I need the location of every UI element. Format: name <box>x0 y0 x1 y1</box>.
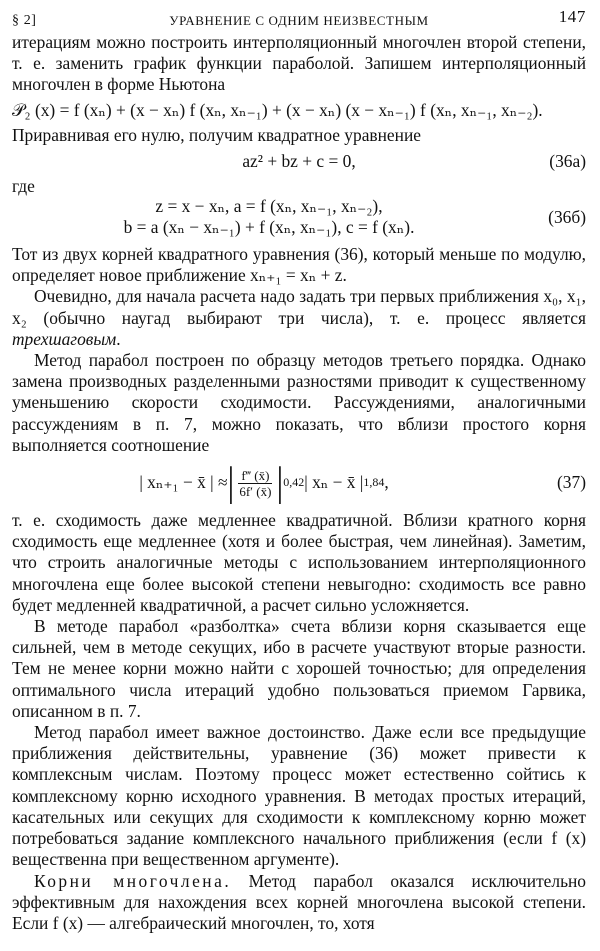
paragraph-4-text: Очевидно, для начала расчета надо задать три первых приближения x₀, x₁, x₂ (обычно наугад выбирают три числа), т. е. процесс является <box>12 286 586 328</box>
paragraph-7: В методе парабол «разболтка» счета вблизи корня сказывается еще сильней, чем в методе секущих, ибо в расчете участвуют вторые разности. Тем не менее корни можно найти с хорошей точностью; для определения оптимального числа итераций удобно пользоваться приемом Гарвика, описанном в п. 7. <box>12 616 586 721</box>
paragraph-2: Приравнивая его нулю, получим квадратное уравнение <box>12 124 421 145</box>
paragraph-8: Метод парабол имеет важное достоинство. Даже если все предыдущие приближения действительны, уравнение (36) может привести к комплексным числам. Поэтому процесс может естественно сойтись к комплексному корню исходного уравнения. В методах простых итераций, касательных или секущих для сходимости к комплексному корню может потребоваться задание комплексного начального приближения (если f (x) вещественна при вещественном аргументе). <box>12 722 586 870</box>
paragraph-9 <box>12 871 586 935</box>
equation-37-fraction <box>236 468 274 499</box>
equation-37-comma: , <box>384 472 389 493</box>
equation-37-number: (37) <box>557 472 586 493</box>
equation-36a-body: az² + bz + c = 0, <box>242 151 356 172</box>
section-number: § 2] <box>12 13 37 28</box>
roots-of-polynomial-heading: Корни многочлена. <box>34 870 232 891</box>
equation-36a <box>12 146 586 176</box>
equation-37-middle: | xₙ − x̄ | <box>304 472 364 493</box>
three-step-term: трехшаговым <box>12 328 117 349</box>
paragraph-6: т. е. сходимость даже медленнее квадратичной. Вблизи кратного корня сходимость еще медленнее (хотя и более быстрая, чем линейная). Заметим, что строить аналогичные методы с использованием интерполяционного многочлена еще более высокой степени невыгодно: сходимость все равно будет медленней квадратичной, а расчет сильно усложняется. <box>12 510 586 615</box>
paragraph-1: итерациям можно построить интерполяционный многочлен второй степени, т. е. заменить график функции параболой. Запишем интерполяционный многочлен в форме Ньютона <box>12 32 586 95</box>
equation-36b <box>12 196 586 240</box>
chapter-title: УРАВНЕНИЕ С ОДНИМ НЕИЗВЕСТНЫМ <box>169 13 429 28</box>
equation-36b-number: (36б) <box>548 207 586 228</box>
equation-36b-line-2: b = a (xₙ − xₙ₋₁) + f (xₙ, xₙ₋₁), c = f (xₙ). <box>123 217 415 238</box>
paragraph-4-end: . <box>116 328 121 349</box>
paragraph-3: Тот из двух корней квадратного уравнения (36), который меньше по модулю, определяет новое приближение xₙ₊₁ = xₙ + z. <box>12 244 586 286</box>
paragraph-9-text: Метод парабол оказался исключительно эффективным для нахождения всех корней многочлена высокой степени. Если f (x) — алгебраический многочлен, то, хотя <box>12 870 586 933</box>
equation-37 <box>12 456 586 510</box>
equation-36b-line-1: z = x − xₙ, a = f (xₙ, xₙ₋₁, xₙ₋₂), <box>155 196 383 217</box>
equation-37-left: | xₙ₊₁ − x̄ | ≈ <box>139 472 228 493</box>
exponent-1-84: 1,84 <box>363 475 385 490</box>
paragraph-5: Метод парабол построен по образцу методов третьего порядка. Однако замена производных разделенными разностями приводит к существенному уменьшению скорости сходимости. Рассуждениями, аналогичными рассуждениям в п. 7, можно показать, что вблизи простого корня выполняется соотношение <box>12 350 586 455</box>
fraction-denominator: 6f′ (x̄) <box>239 483 272 499</box>
exponent-0-42: 0,42 <box>283 475 305 490</box>
page-number: 147 <box>558 7 586 26</box>
abs-bar-close: | <box>276 460 284 505</box>
newton-polynomial-formula: 𝒫₂ (x) = f (xₙ) + (x − xₙ) f (xₙ, xₙ₋₁) + (x − xₙ) (x − xₙ₋₁) f (xₙ, xₙ₋₁, xₙ₋₂). <box>12 99 543 120</box>
paragraph-4 <box>12 286 586 350</box>
running-head <box>12 6 586 32</box>
word-where: где <box>12 176 35 197</box>
abs-bar-open: | <box>227 460 235 505</box>
equation-36a-number: (36а) <box>549 151 586 172</box>
fraction-numerator: f‴ (x̄) <box>238 468 272 484</box>
